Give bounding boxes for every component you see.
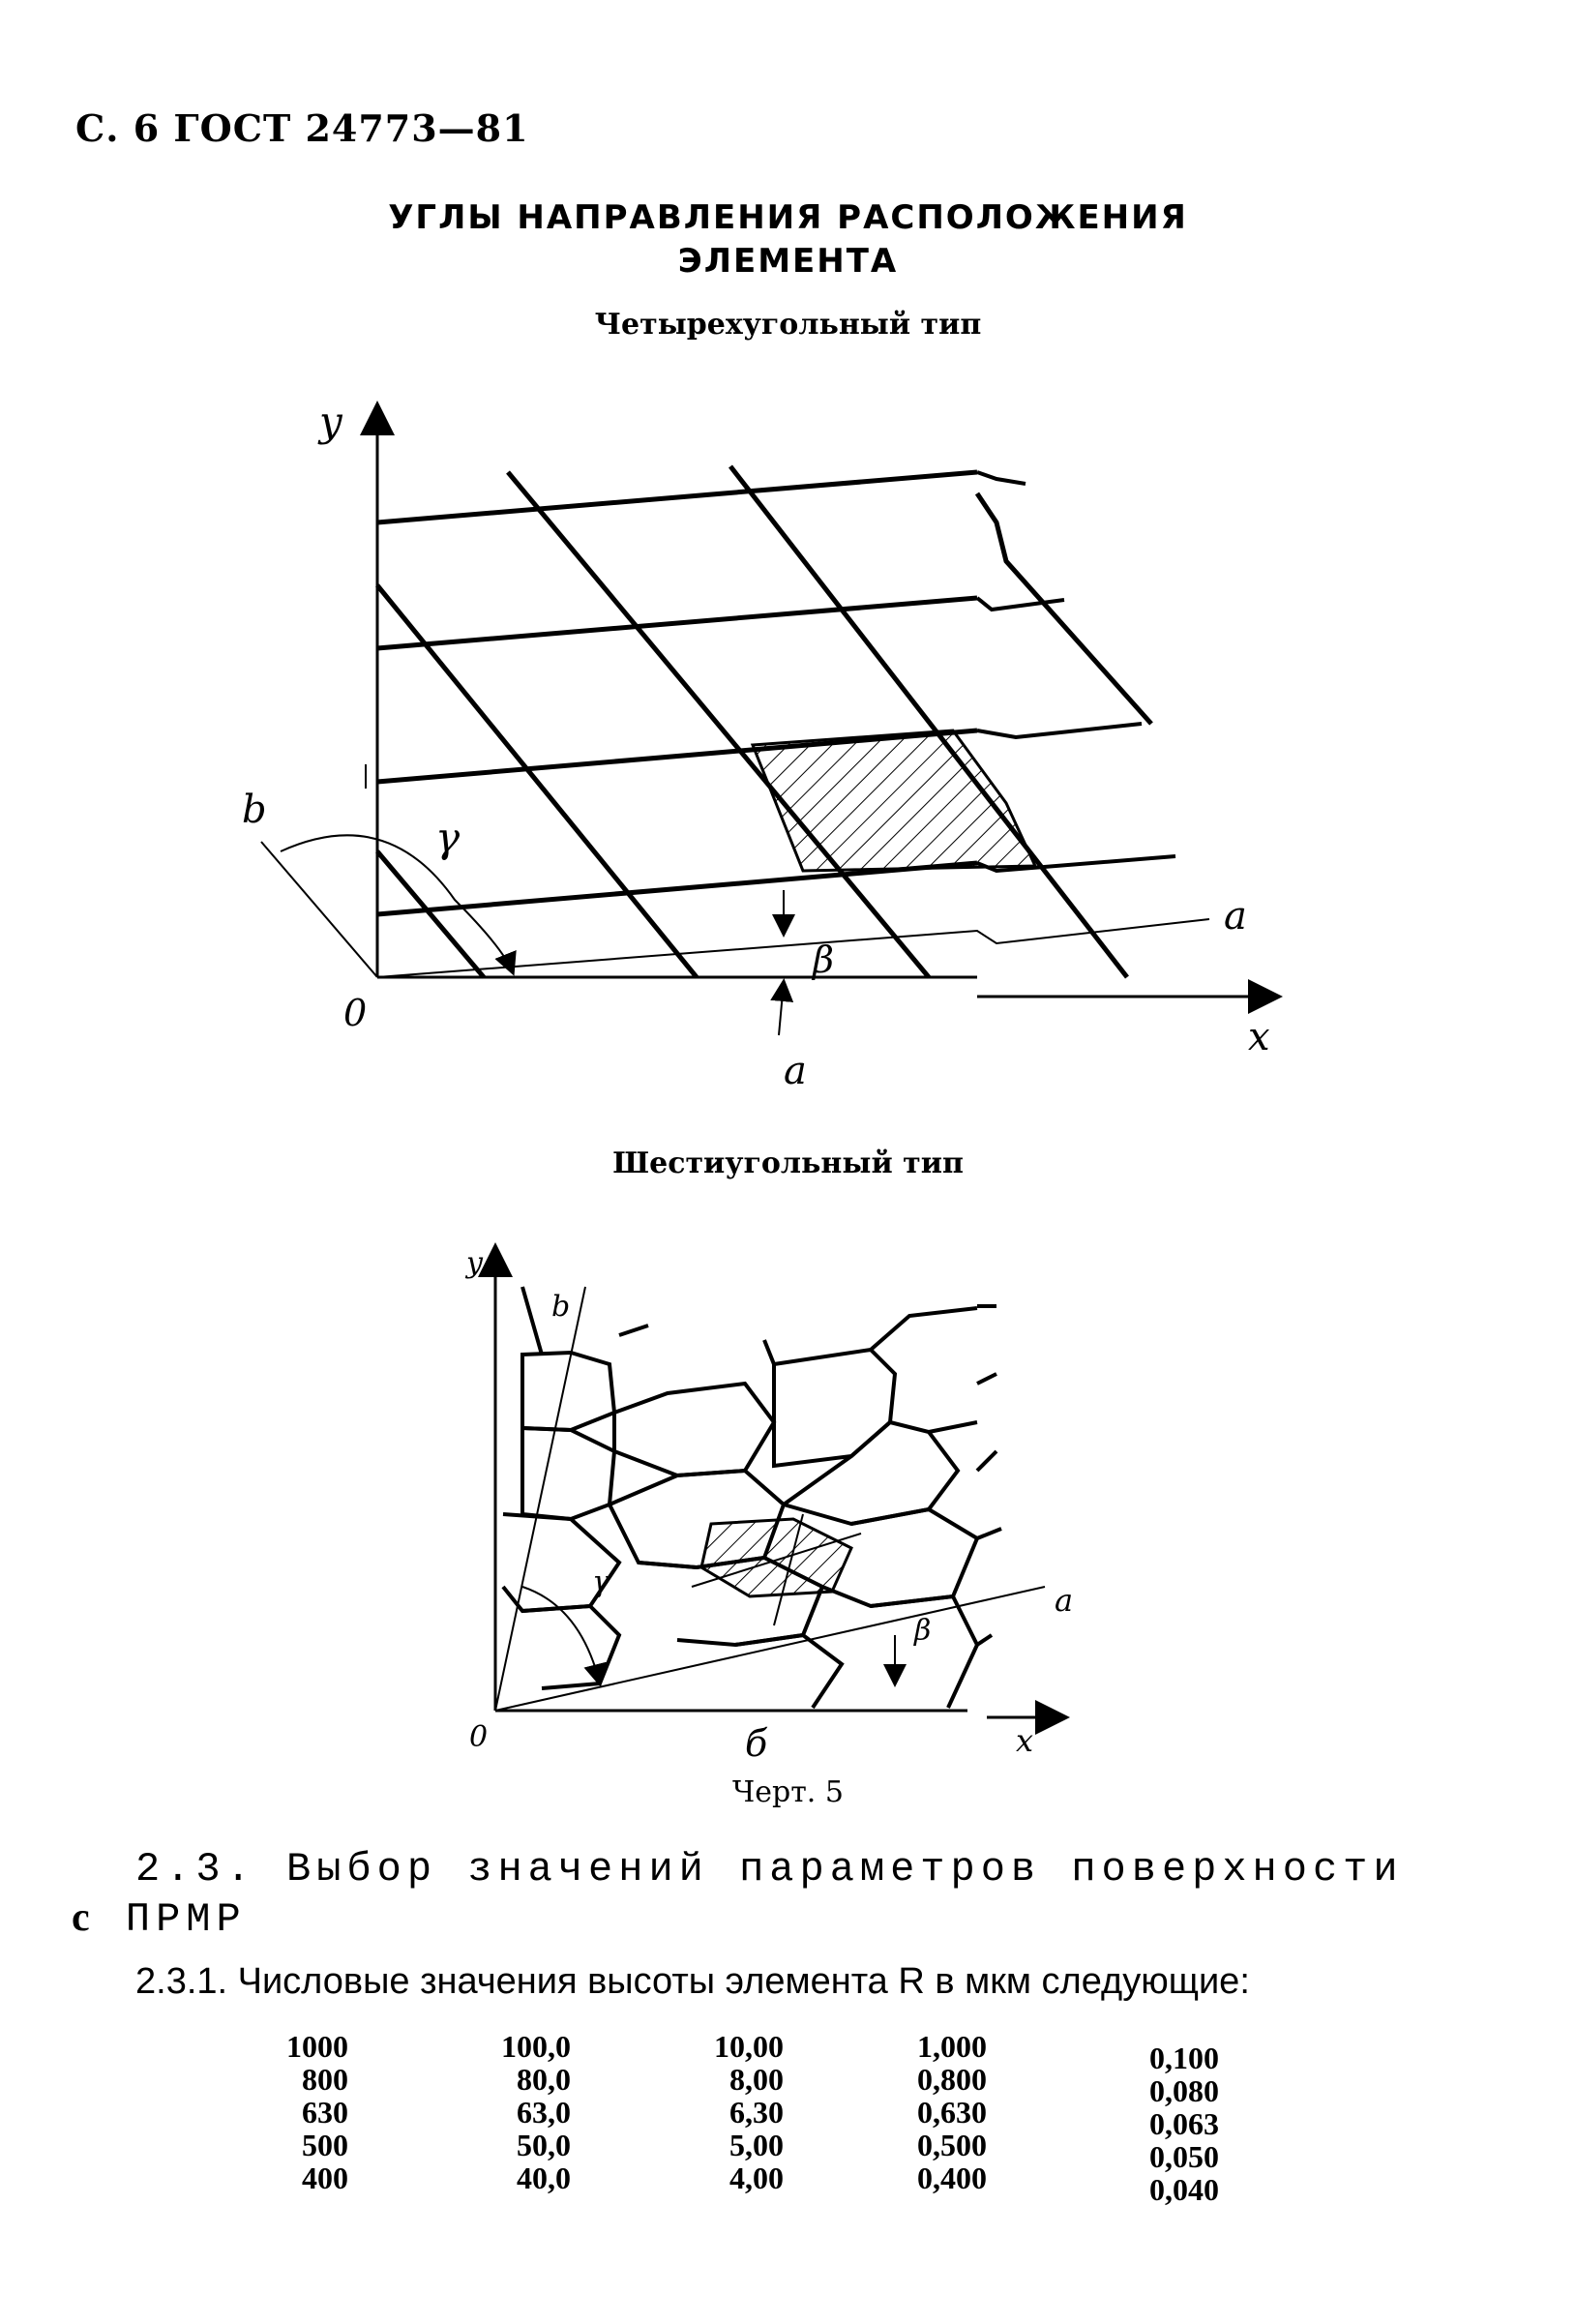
page-header: С. 6 ГОСТ 24773—81 [75, 106, 529, 150]
quad-horizontal-lines [377, 472, 1175, 914]
hex-label-a-right: a [1055, 1582, 1074, 1619]
values-column-3 [668, 2030, 784, 2194]
hex-figure [464, 1246, 1073, 1765]
quad-figure [242, 398, 1277, 1093]
quad-type-subtitle: Четырехугольный тип [594, 308, 982, 342]
hex-label-origin: 0 [469, 1720, 489, 1754]
quad-label-gamma: γ [435, 814, 461, 861]
value-cell: 0,040 [1149, 2172, 1219, 2207]
values-column-5 [1093, 2041, 1219, 2206]
value-cell: 0,630 [917, 2095, 987, 2130]
quad-label-origin: 0 [343, 992, 368, 1034]
quad-label-y: y [319, 398, 342, 445]
quad-diagonal-lines [377, 466, 1151, 977]
figure-caption: Черт. 5 [732, 1775, 844, 1809]
value-cell: 800 [302, 2062, 348, 2097]
value-cell: 10,00 [714, 2029, 784, 2064]
value-cell: 8,00 [729, 2062, 784, 2097]
hex-hatched-element [701, 1519, 851, 1596]
hex-label-bottom-letter: б [745, 1722, 768, 1765]
value-cell: 1000 [286, 2029, 348, 2064]
value-cell: 4,00 [729, 2160, 784, 2195]
hex-label-x: x [1016, 1722, 1034, 1759]
hex-label-gamma: γ [592, 1565, 610, 1599]
quad-b-line [261, 842, 377, 977]
quad-label-beta: β [813, 939, 834, 981]
value-cell: 400 [302, 2160, 348, 2195]
figure-title-line-1: УГЛЫ НАПРАВЛЕНИЯ РАСПОЛОЖЕНИЯ [388, 198, 1188, 237]
quad-a-line [377, 919, 1209, 977]
value-cell: 0,063 [1149, 2106, 1219, 2141]
section-heading-line-1: 2.3. Выбор значений параметров поверхности [135, 1846, 1404, 1892]
quad-label-b: b [242, 788, 267, 832]
value-cell: 0,800 [917, 2062, 987, 2097]
section-heading-rest: ПРМР [125, 1896, 247, 1943]
values-column-1 [242, 2030, 348, 2194]
section-heading-line-2 [72, 1894, 247, 1943]
hex-label-y: y [466, 1246, 483, 1280]
value-cell: 63,0 [517, 2095, 571, 2130]
value-cell: 1,000 [917, 2029, 987, 2064]
value-cell: 0,500 [917, 2128, 987, 2162]
value-cell: 100,0 [501, 2029, 571, 2064]
value-cell: 40,0 [517, 2160, 571, 2195]
clause-text: 2.3.1. Числовые значения высоты элемента R в мкм следующие: [135, 1961, 1250, 2002]
value-cell: 0,100 [1149, 2041, 1219, 2075]
value-cell: 50,0 [517, 2128, 571, 2162]
quad-hatched-element [753, 730, 1035, 871]
hex-type-subtitle: Шестиугольный тип [612, 1147, 964, 1180]
value-cell: 5,00 [729, 2128, 784, 2162]
quad-label-x: x [1248, 1015, 1270, 1059]
quad-label-a-right: a [1224, 894, 1247, 939]
figure-title-line-2: ЭЛЕМЕНТА [677, 242, 899, 281]
quad-label-a-bottom: a [784, 1049, 807, 1093]
value-cell: 80,0 [517, 2062, 571, 2097]
hex-label-b: b [551, 1290, 571, 1324]
hex-label-beta: β [914, 1614, 932, 1648]
values-column-2 [455, 2030, 571, 2194]
quad-beta-arrow-bottom [779, 982, 784, 1035]
value-cell: 0,080 [1149, 2073, 1219, 2108]
hex-gamma-arc [522, 1587, 600, 1683]
value-cell: 500 [302, 2128, 348, 2162]
value-cell: 6,30 [729, 2095, 784, 2130]
value-cell: 0,400 [917, 2160, 987, 2195]
value-cell: 630 [302, 2095, 348, 2130]
value-cell: 0,050 [1149, 2139, 1219, 2174]
values-column-4 [861, 2030, 987, 2194]
section-heading-prefix: с [72, 1895, 96, 1940]
